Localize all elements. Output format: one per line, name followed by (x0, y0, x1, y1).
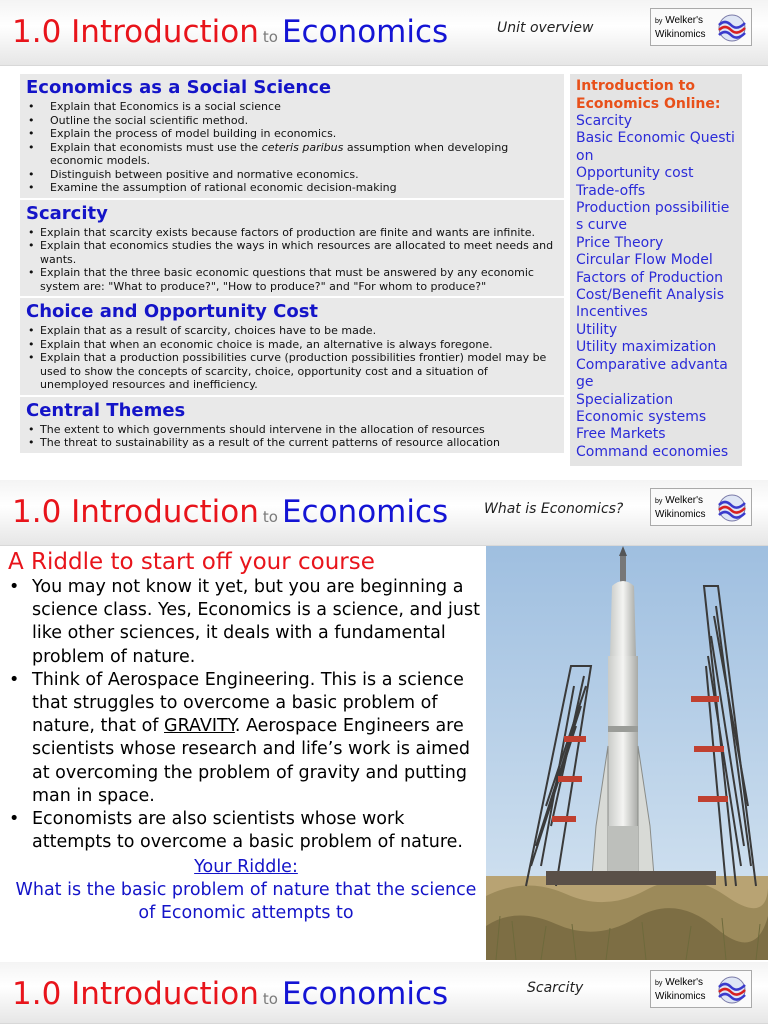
unit-outline (20, 74, 564, 480)
objective-item: • Explain the process of model building in economics. (26, 127, 558, 141)
objective-item: • The threat to sustainability as a result of the current patterns of resource allocation (26, 436, 558, 450)
slide-title (12, 974, 448, 1019)
title-to: to (262, 990, 278, 1008)
title-introduction: 1.0 Introduction (12, 494, 259, 530)
title-to: to (262, 28, 278, 46)
sidebar-link-command-economies[interactable]: Command economies (576, 443, 729, 460)
sidebar-link-cost-benefit[interactable]: Cost/Benefit Analysis (576, 287, 724, 304)
title-to: to (262, 508, 278, 526)
sidebar-link-economic-systems[interactable]: Economic systems (576, 408, 707, 425)
slide-scarcity (0, 962, 768, 1024)
sidebar-link-opportunity-cost[interactable]: Opportunity cost (576, 165, 694, 182)
sidebar-link-specialization[interactable]: Specialization (576, 391, 674, 408)
logo-by: by (655, 498, 663, 505)
bullet-text: . Aerospace Engineers are scientists whose research and life’s work is aimed at overcoming the problem of gravity and putting man in space. (32, 716, 471, 806)
sidebar-link-incentives[interactable]: Incentives (576, 304, 648, 321)
riddle-bullet: • You may not know it yet, but you are beginning a science class. Yes, Economics is a science, and just like other sciences, it deals with a fundamental problem of nature. (8, 576, 484, 669)
sidebar-link-basic-economic-question[interactable]: Basic Economic Question (576, 130, 735, 164)
wikinomics-logo[interactable] (650, 8, 752, 46)
slide-header (0, 962, 768, 1024)
sidebar-link-comparative-advantage[interactable]: Comparative advantage (576, 356, 728, 391)
objective-item: • Explain that scarcity exists because factors of production are finite and wants are infinite. (26, 226, 558, 240)
sidebar-title: Introduction to Economics Online: (576, 78, 721, 112)
logo-line2: Wikinomics (655, 509, 706, 520)
slide-subtitle: Unit overview (497, 20, 594, 36)
bullet-text: Think of Aerospace Engineering. This is a science that struggles to overcome a basic problem of nature, that of (32, 669, 464, 737)
objective-list (26, 324, 558, 392)
objective-item: • Explain that as a result of scarcity, choices have to be made. (26, 324, 558, 338)
rocket-launch-photo (486, 546, 768, 960)
objective-item: • Explain that when an economic choice is made, an alternative is always foregone. (26, 338, 558, 352)
logo-line1: Welker's (665, 977, 704, 988)
objective-list (26, 226, 558, 294)
title-economics: Economics (281, 494, 449, 530)
slide-subtitle: Scarcity (527, 980, 584, 996)
riddle-bullet: • Economists are also scientists whose work attempts to overcome a basic problem of nature. (8, 808, 484, 854)
riddle-body (8, 576, 484, 925)
wikinomics-logo-icon (716, 493, 748, 523)
objective-list (26, 423, 558, 450)
sidebar-link-factors-of-production[interactable]: Factors of Production (576, 269, 724, 286)
section-heading: Economics as a Social Science (26, 77, 332, 98)
objective-item: • The extent to which governments should intervene in the allocation of resources (26, 423, 558, 437)
slide-title (12, 492, 448, 537)
riddle-bullet (8, 669, 484, 808)
sidebar-link-price-theory[interactable]: Price Theory (576, 234, 664, 251)
riddle-title: A Riddle to start off your course (8, 549, 375, 575)
section-central-themes (20, 397, 564, 455)
logo-by: by (655, 18, 663, 25)
slide-title (12, 12, 448, 57)
section-choice-opportunity-cost (20, 298, 564, 397)
slide-header (0, 0, 768, 66)
objective-item: • Distinguish between positive and normative economics. (26, 168, 558, 182)
riddle-question: What is the basic problem of nature that the science of Economic attempts to (15, 880, 477, 924)
slide-what-is-economics (0, 480, 768, 960)
title-economics: Economics (281, 14, 449, 50)
objective-item: • Outline the social scientific method. (26, 114, 558, 128)
gravity-term: GRAVITY (164, 716, 235, 737)
logo-line1: Welker's (665, 495, 704, 506)
title-introduction: 1.0 Introduction (12, 14, 259, 50)
sidebar-link-free-markets[interactable]: Free Markets (576, 426, 666, 443)
logo-line1: Welker's (665, 15, 704, 26)
wikinomics-logo[interactable] (650, 488, 752, 526)
logo-line2: Wikinomics (655, 29, 706, 40)
objective-item: • Explain that a production possibilities curve (production possibilities frontier) model may be used to show the concepts of scarcity, choice, opportunity cost and a situation of unemployed resources and inefficiency. (26, 351, 558, 392)
wikinomics-logo-icon (716, 975, 748, 1005)
sidebar-link-scarcity[interactable]: Scarcity (576, 113, 632, 129)
objective-item: • Explain that Economics is a social science (26, 100, 558, 114)
section-heading: Central Themes (26, 399, 186, 421)
logo-by: by (655, 980, 663, 987)
objective-list (26, 100, 558, 195)
riddle-heading: Your Riddle: (194, 857, 298, 878)
online-resources-sidebar (570, 74, 742, 466)
wikinomics-logo-icon (716, 13, 748, 43)
sidebar-link-utility-maximization[interactable]: Utility maximization (576, 339, 717, 356)
objective-item: • Explain that economists must use the ceteris paribus assumption when developing economic models. (26, 141, 558, 168)
slide-subtitle: What is Economics? (484, 501, 624, 517)
objective-item: • Examine the assumption of rational economic decision-making (26, 181, 558, 195)
sidebar-link-ppc[interactable]: Production possibilities curve (576, 200, 730, 234)
section-heading: Choice and Opportunity Cost (26, 301, 319, 322)
wikinomics-logo[interactable] (650, 970, 752, 1008)
section-scarcity (20, 200, 564, 299)
slide-header (0, 480, 768, 546)
logo-line2: Wikinomics (655, 991, 706, 1002)
section-heading: Scarcity (26, 202, 108, 224)
sidebar-link-trade-offs[interactable]: Trade-offs (576, 182, 646, 199)
objective-item: • Explain that the three basic economic questions that must be answered by any economic system are: "What to produce?", "How to produce?" and "For whom to produce?" (26, 266, 558, 293)
objective-item: • Explain that economics studies the ways in which resources are allocated to meet needs and wants. (26, 239, 558, 266)
section-social-science (20, 74, 564, 200)
sidebar-link-utility[interactable]: Utility (576, 321, 618, 338)
slide-unit-overview (0, 0, 768, 480)
title-introduction: 1.0 Introduction (12, 976, 259, 1012)
sidebar-link-circular-flow[interactable]: Circular Flow Model (576, 252, 713, 269)
title-economics: Economics (281, 976, 449, 1012)
